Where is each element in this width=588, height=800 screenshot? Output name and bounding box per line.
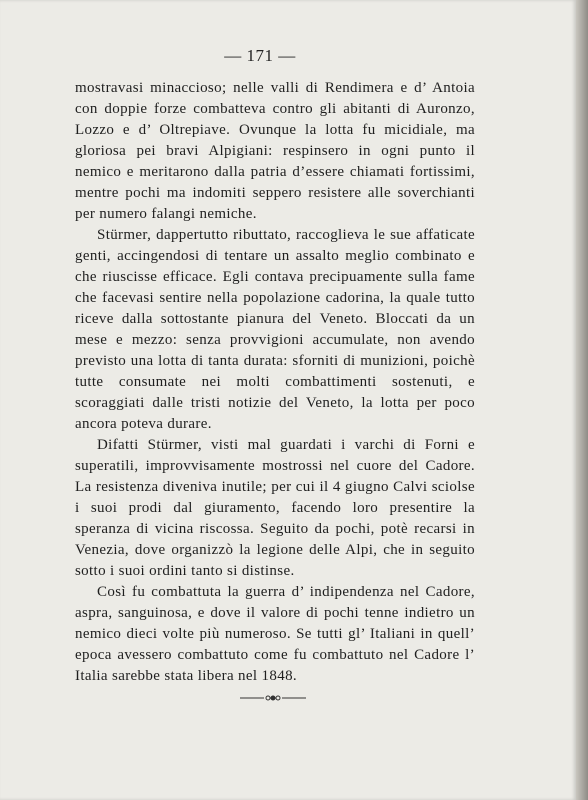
paragraph-1: mostravasi minaccioso; nelle valli di Rendimera e d’ Antoia con doppie forze combatteva contro gli abitanti di Auronzo, Lozzo e d’ Oltrepiave. Ovunque la lotta fu micidiale, ma gloriosa pei bravi Alpigiani: respinsero in ogni punto il nemico e meritarono dalla patria d’essere chiamati fortissimi, mentre pochi ma indomiti seppero resistere alle soverchianti per numero falangi nemiche. — [75, 80, 475, 222]
paragraph-3: Difatti Stürmer, visti mal guardati i varchi di Forni e superatili, improvvisamente mostrossi nel cuore del Cadore. La resistenza diveniva inutile; per cui il 4 giugno Calvi sciolse i suoi prodi dal giuramento, facendo loro presentire la speranza di vicina riscossa. Seguito da pochi, potè recarsi in Venezia, dove organizzò la legione delle Alpi, che in seguito sotto i suoi ordini tanto si distinse. — [75, 437, 475, 579]
page-number: — 171 — — [224, 46, 296, 65]
body-text — [75, 78, 475, 687]
paragraph-4: Così fu combattuta la guerra d’ indipendenza nel Cadore, aspra, sanguinosa, e dove il valore di pochi tenne indietro un nemico dieci volte più numeroso. Se tutti gl’ Italiani in quell’ epoca avessero combattuto come fu combattuto nel Cadore l’ Italia sarebbe stata libera nel 1848. — [75, 584, 475, 684]
page-edge-shadow — [576, 0, 588, 800]
paragraph-2: Stürmer, dappertutto ributtato, raccoglieva le sue affaticate genti, accingendosi di tentare un assalto meglio combinato e che riuscisse efficace. Egli contava precipuamente sulla fame che facevasi sentire nella popolazione cadorina, la quale tutto riceve dalla sottostante pianura del Veneto. Bloccati da un mese e mezzo: senza provvigioni accumulate, non avendo previsto una lotta di tanta durata: sforniti di munizioni, poichè tutte consumate nei molti combattimenti sostenuti, e scoraggiati dalle tristi notizie del Veneto, la lotta per poco ancora poteva durare. — [75, 227, 475, 432]
end-ornament — [240, 693, 306, 703]
